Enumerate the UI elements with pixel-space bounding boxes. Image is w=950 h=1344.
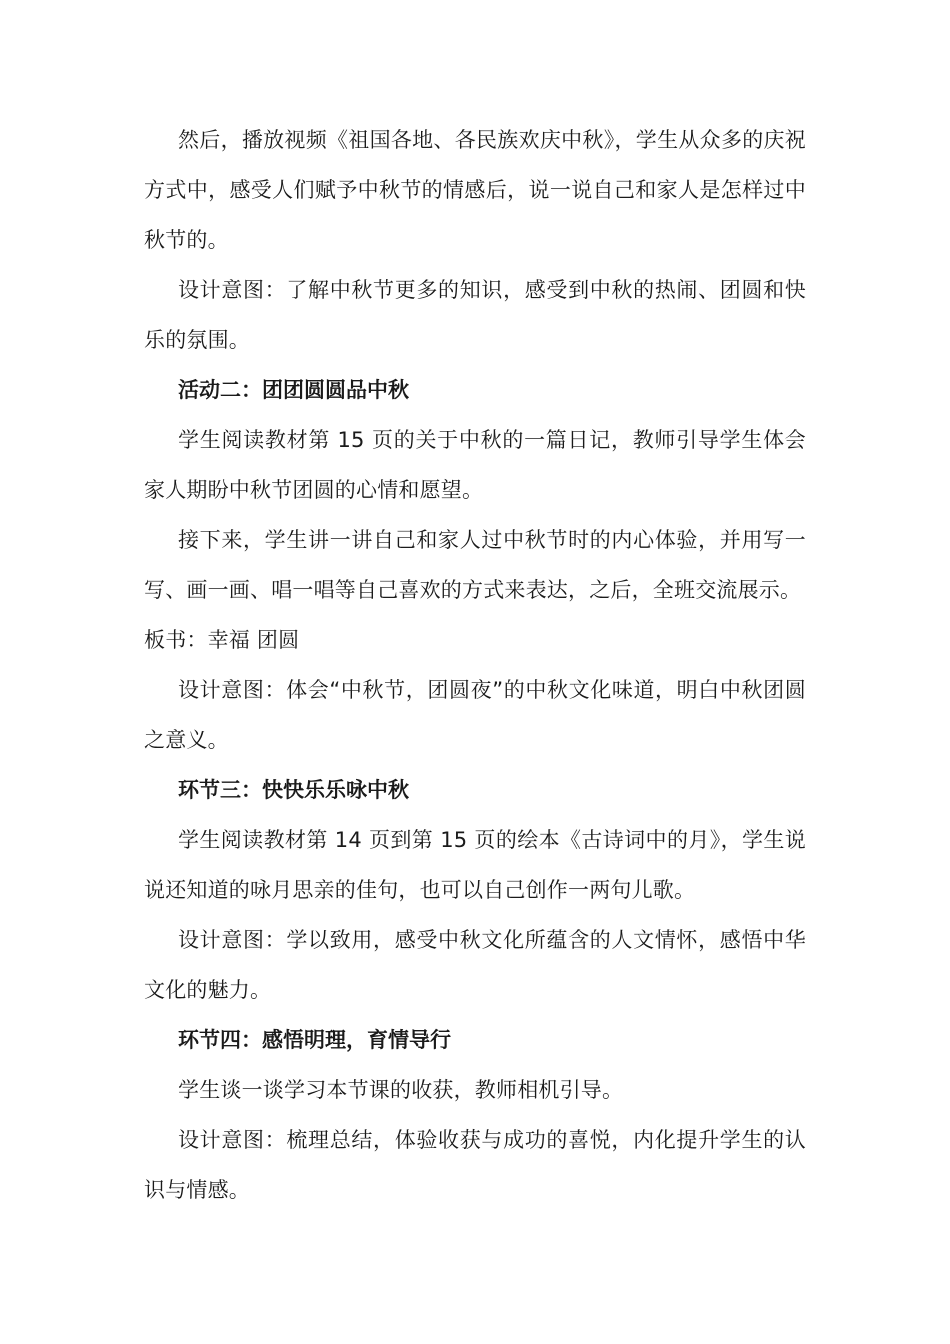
paragraph-blackboard: 板书：幸福 团圆 (144, 628, 300, 652)
paragraph-design-intent-2: 设计意图：体会“中秋节，团圆夜”的中秋文化味道，明白中秋团圆之意义。 (144, 678, 806, 752)
paragraph-sharing: 接下来，学生讲一讲自己和家人过中秋节时的内心体验，并用写一写、画一画、唱一唱等自己喜欢的方式来表达，之后，全班交流展示。 (144, 528, 806, 602)
document-body (144, 115, 806, 1215)
paragraph-design-intent-1: 设计意图：了解中秋节更多的知识，感受到中秋的热闹、团圆和快乐的氛围。 (144, 278, 806, 352)
paragraph-picture-book: 学生阅读教材第 14 页到第 15 页的绘本《古诗词中的月》，学生说说还知道的咏月思亲的佳句，也可以自己创作一两句儿歌。 (144, 828, 806, 902)
heading-section-three: 环节三：快快乐乐咏中秋 (178, 778, 409, 802)
paragraph-diary-reading: 学生阅读教材第 15 页的关于中秋的一篇日记，教师引导学生体会家人期盼中秋节团圆的心情和愿望。 (144, 428, 806, 502)
paragraph-reflection: 学生谈一谈学习本节课的收获，教师相机引导。 (178, 1078, 624, 1102)
heading-section-four: 环节四：感悟明理，育情导行 (178, 1028, 451, 1052)
paragraph-design-intent-4: 设计意图：梳理总结，体验收获与成功的喜悦，内化提升学生的认识与情感。 (144, 1128, 806, 1202)
paragraph-design-intent-3: 设计意图：学以致用，感受中秋文化所蕴含的人文情怀，感悟中华文化的魅力。 (144, 928, 806, 1002)
paragraph-video-intro: 然后，播放视频《祖国各地、各民族欢庆中秋》，学生从众多的庆祝方式中，感受人们赋予中秋节的情感后，说一说自己和家人是怎样过中秋节的。 (144, 128, 806, 252)
heading-activity-two: 活动二：团团圆圆品中秋 (178, 378, 409, 402)
